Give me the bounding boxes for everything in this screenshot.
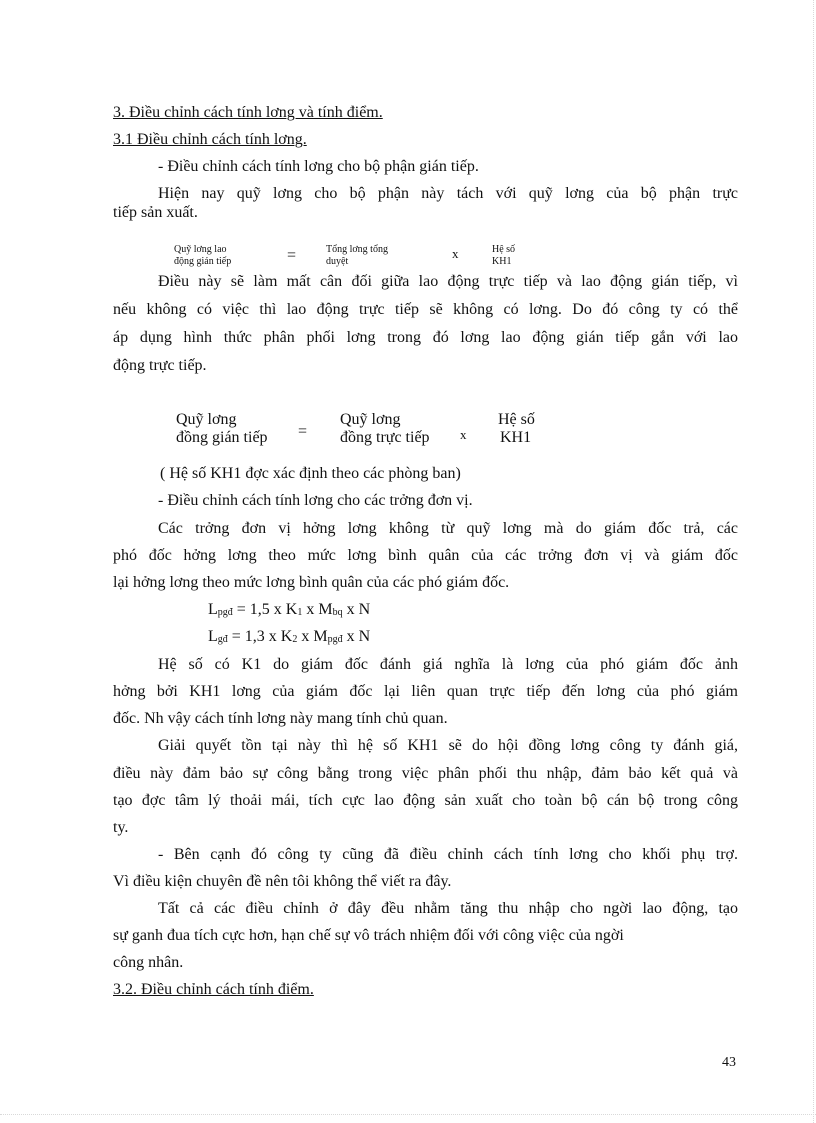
paragraph-line: - Bên cạnh đó công ty cũng đã điều chỉnh cách tính lơng cho khối phụ trợ. [158, 846, 738, 863]
paragraph-line: ( Hệ số KH1 đợc xác định theo các phòng ban) [160, 465, 461, 482]
page-number: 43 [722, 1055, 736, 1070]
page-right-dotted-border [813, 0, 814, 1123]
paragraph-line: - Điều chỉnh cách tính lơng cho bộ phận gián tiếp. [158, 158, 479, 175]
paragraph-line: đốc. Nh vậy cách tính lơng này mang tính chủ quan. [113, 710, 448, 727]
formula-2-times: x [460, 427, 467, 442]
paragraph-line: Vì điều kiện chuyên đề nên tôi không thể viết ra đây. [113, 873, 452, 890]
paragraph-line: Các trởng đơn vị hởng lơng không từ quỹ lơng mà do giám đốc trả, các [158, 520, 738, 537]
paragraph-line: áp dụng hình thức phân phối lơng trong đó lơng lao động gián tiếp gắn với lao [113, 329, 738, 346]
equation-pgd [208, 600, 370, 622]
equation-gd-rhs-3: x N [342, 628, 371, 645]
formula-1-term-a-line2: động gián tiếp [174, 256, 232, 267]
paragraph-line: sự ganh đua tích cực hơn, hạn chế sự vô trách nhiệm đối với công việc của ngời [113, 927, 624, 944]
equation-pgd-m-subscript: bq [332, 607, 343, 618]
equation-gd-rhs-1: = 1,3 x K [227, 628, 293, 645]
formula-2-term-b-line2: đồng trực tiếp [340, 429, 430, 446]
equation-pgd-rhs-3: x N [342, 601, 371, 618]
formula-1-term-b-line1: Tổng lơng tổng [326, 244, 388, 255]
equation-gd-rhs-2: x M [297, 628, 328, 645]
heading-3: 3. Điều chỉnh cách tính lơng và tính điểm. [113, 104, 383, 121]
equation-pgd-rhs-2: x M [302, 601, 333, 618]
formula-2-term-a-line2: đồng gián tiếp [176, 429, 268, 446]
paragraph-line: phó đốc hởng lơng theo mức lơng bình quân của các trởng đơn vị và giám đốc [113, 547, 738, 564]
paragraph-line: hởng bởi KH1 lơng của giám đốc lại liên quan trực tiếp đến lơng của phó giám [113, 683, 738, 700]
formula-1-term-b-line2: duyệt [326, 256, 349, 267]
paragraph-line: nếu không có việc thì lao động trực tiếp sẽ không có lơng. Do đó công ty có thể [113, 301, 738, 318]
formula-1-term-c-line1: Hệ số [492, 244, 516, 255]
paragraph-line: - Điều chỉnh cách tính lơng cho các trởng đơn vị. [158, 492, 473, 509]
page-bottom-dotted-border [0, 1114, 816, 1115]
heading-3-1: 3.1 Điều chỉnh cách tính lơng. [113, 131, 307, 148]
paragraph-line: Tất cả các điều chỉnh ở đây đều nhằm tăng thu nhập cho ngời lao động, tạo [158, 900, 738, 917]
paragraph-line: Hệ số có K1 do giám đốc đánh giá nghĩa là lơng của phó giám đốc ảnh [158, 656, 738, 673]
equation-gd [208, 627, 370, 649]
paragraph-line: điều này đảm bảo sự công bằng trong việc phân phối thu nhập, đảm bảo kết quả và [113, 765, 738, 782]
formula-1-term-c-line2: KH1 [492, 256, 512, 267]
equation-pgd-symbol: L [208, 601, 218, 618]
formula-1-times: x [452, 246, 459, 261]
paragraph-line: tiếp sản xuất. [113, 204, 198, 221]
paragraph-line: công nhân. [113, 954, 184, 971]
equation-pgd-subscript: pgđ [217, 607, 233, 618]
equation-gd-symbol: L [208, 628, 218, 645]
paragraph-line: tạo đợc tâm lý thoải mái, tích cực lao động sản xuất cho toàn bộ cán bộ trong công [113, 792, 738, 809]
formula-2-term-a-line1: Quỹ lơng [176, 411, 237, 428]
equation-gd-k-subscript: 2 [292, 634, 298, 645]
paragraph-line: Hiện nay quỹ lơng cho bộ phận này tách với quỹ lơng của bộ phận trực [158, 185, 738, 202]
paragraph-line: ty. [113, 819, 129, 836]
paragraph-line: Điều này sẽ làm mất cân đối giữa lao động trực tiếp và lao động gián tiếp, vì [158, 273, 738, 290]
equation-gd-subscript: gđ [217, 634, 228, 645]
equation-pgd-rhs-1: = 1,5 x K [232, 601, 298, 618]
formula-2-equals: = [298, 423, 308, 440]
equation-pgd-k-subscript: 1 [297, 607, 303, 618]
paragraph-line: động trực tiếp. [113, 357, 207, 374]
equation-gd-m-subscript: pgđ [327, 634, 343, 645]
formula-2-term-b-line1: Quỹ lơng [340, 411, 401, 428]
heading-3-2: 3.2. Điều chỉnh cách tính điểm. [113, 981, 314, 998]
formula-1-equals: = [287, 247, 297, 264]
formula-2-term-c-line1: Hệ số [498, 411, 535, 428]
formula-2-term-c-line2: KH1 [500, 429, 532, 446]
formula-1-term-a-line1: Quỹ lơng lao [174, 244, 227, 255]
paragraph-line: lại hởng lơng theo mức lơng bình quân của các phó giám đốc. [113, 574, 510, 591]
paragraph-line: Giải quyết tồn tại này thì hệ số KH1 sẽ do hội đồng lơng công ty đánh giá, [158, 737, 738, 754]
